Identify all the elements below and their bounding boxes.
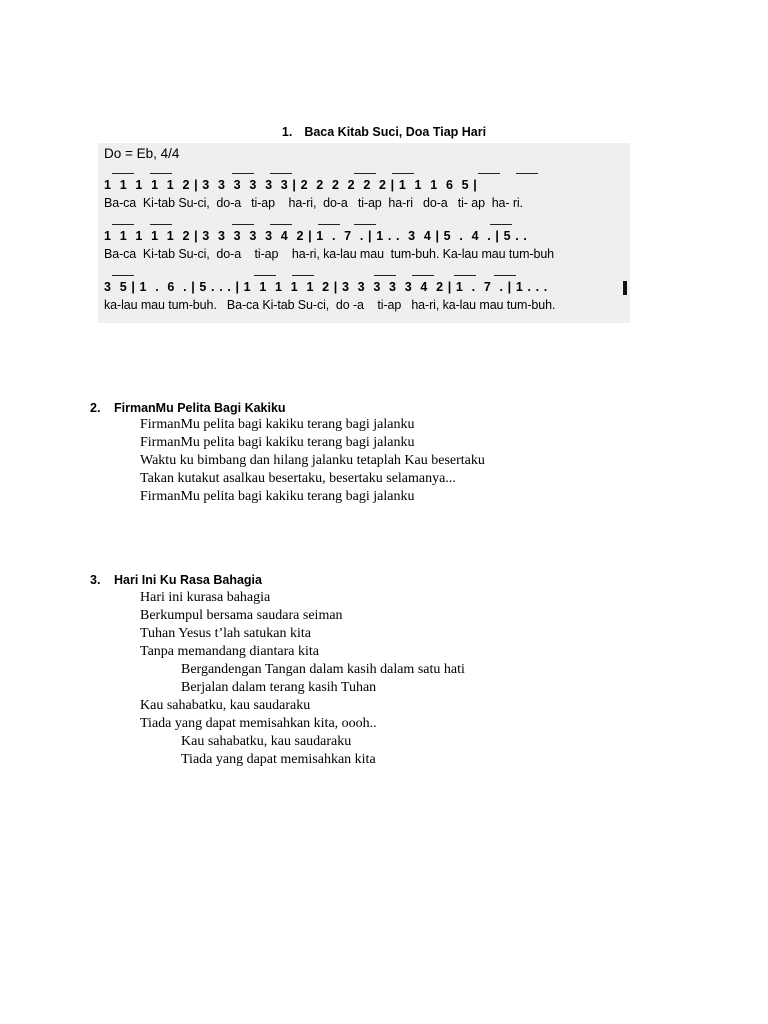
song1-heading — [0, 125, 768, 139]
final-barline — [623, 281, 627, 295]
lyric-line: Hari ini kurasa bahagia — [140, 590, 271, 605]
key-signature: Do = Eb, 4/4 — [104, 146, 180, 161]
beam — [232, 173, 254, 174]
beam — [292, 275, 314, 276]
lyric-line: Tanpa memandang diantara kita — [140, 644, 319, 659]
beam — [254, 275, 276, 276]
notation-line-1: 1 1 1 1 1 2 | 3 3 3 3 3 3 | 2 2 2 2 2 2 | 1 1 1 6 5 | — [104, 178, 478, 192]
song2-number: 2. — [90, 401, 101, 415]
beam — [270, 173, 292, 174]
song2-heading — [90, 401, 286, 415]
beam — [494, 275, 516, 276]
song3-number: 3. — [90, 573, 101, 587]
song1-number: 1. — [281, 125, 293, 139]
beam — [412, 275, 434, 276]
lyric-line: Tiada yang dapat memisahkan kita — [181, 752, 376, 767]
notation-line-3: 3 5 | 1 . 6 . | 5 . . . | 1 1 1 1 1 2 | 3 3 3 3 3 4 2 | 1 . 7 . | 1 . . . — [104, 280, 548, 294]
beam — [150, 173, 172, 174]
lyric-line: Waktu ku bimbang dan hilang jalanku tetaplah Kau besertaku — [140, 453, 485, 468]
beam — [392, 173, 414, 174]
lyric-line: FirmanMu pelita bagi kakiku terang bagi jalanku — [140, 435, 415, 450]
beam — [454, 275, 476, 276]
lyric-line-1: Ba-ca Ki-tab Su-ci, do-a ti-ap ha-ri, do-a ti-ap ha-ri do-a ti- ap ha- ri. — [104, 196, 523, 210]
beam — [270, 224, 292, 225]
beam — [112, 275, 134, 276]
beam — [354, 224, 376, 225]
song2-title: FirmanMu Pelita Bagi Kakiku — [114, 401, 286, 415]
lyric-line: Bergandengan Tangan dalam kasih dalam satu hati — [181, 662, 465, 677]
notation-line-2: 1 1 1 1 1 2 | 3 3 3 3 3 4 2 | 1 . 7 . | 1 . . 3 4 | 5 . 4 . | 5 . . — [104, 229, 528, 243]
beam — [150, 224, 172, 225]
beam — [112, 224, 134, 225]
lyric-line: FirmanMu pelita bagi kakiku terang bagi jalanku — [140, 489, 415, 504]
beam — [318, 224, 340, 225]
lyric-line-2: Ba-ca Ki-tab Su-ci, do-a ti-ap ha-ri, ka-lau mau tum-buh. Ka-lau mau tum-buh — [104, 247, 555, 261]
lyric-line: FirmanMu pelita bagi kakiku terang bagi jalanku — [140, 417, 415, 432]
lyric-line-3: ka-lau mau tum-buh. Ba-ca Ki-tab Su-ci, do -a ti-ap ha-ri, ka-lau mau tum-buh. — [104, 298, 556, 312]
lyric-line: Kau sahabatku, kau saudaraku — [140, 698, 311, 713]
beam — [478, 173, 500, 174]
beam — [232, 224, 254, 225]
beam — [516, 173, 538, 174]
lyric-line: Berjalan dalam terang kasih Tuhan — [181, 680, 377, 695]
lyric-line: Tuhan Yesus t’lah satukan kita — [140, 626, 311, 641]
beam — [374, 275, 396, 276]
notation-image — [98, 143, 630, 323]
song1-title: Baca Kitab Suci, Doa Tiap Hari — [304, 125, 487, 139]
beam — [490, 224, 512, 225]
lyric-line: Tiada yang dapat memisahkan kita, oooh.. — [140, 716, 377, 731]
beam — [112, 173, 134, 174]
song3-heading — [90, 573, 262, 587]
lyric-line: Kau sahabatku, kau saudaraku — [181, 734, 352, 749]
song3-title: Hari Ini Ku Rasa Bahagia — [114, 573, 262, 587]
lyric-line: Takan kutakut asalkau besertaku, besertaku selamanya... — [140, 471, 456, 486]
beam — [354, 173, 376, 174]
lyric-line: Berkumpul bersama saudara seiman — [140, 608, 343, 623]
